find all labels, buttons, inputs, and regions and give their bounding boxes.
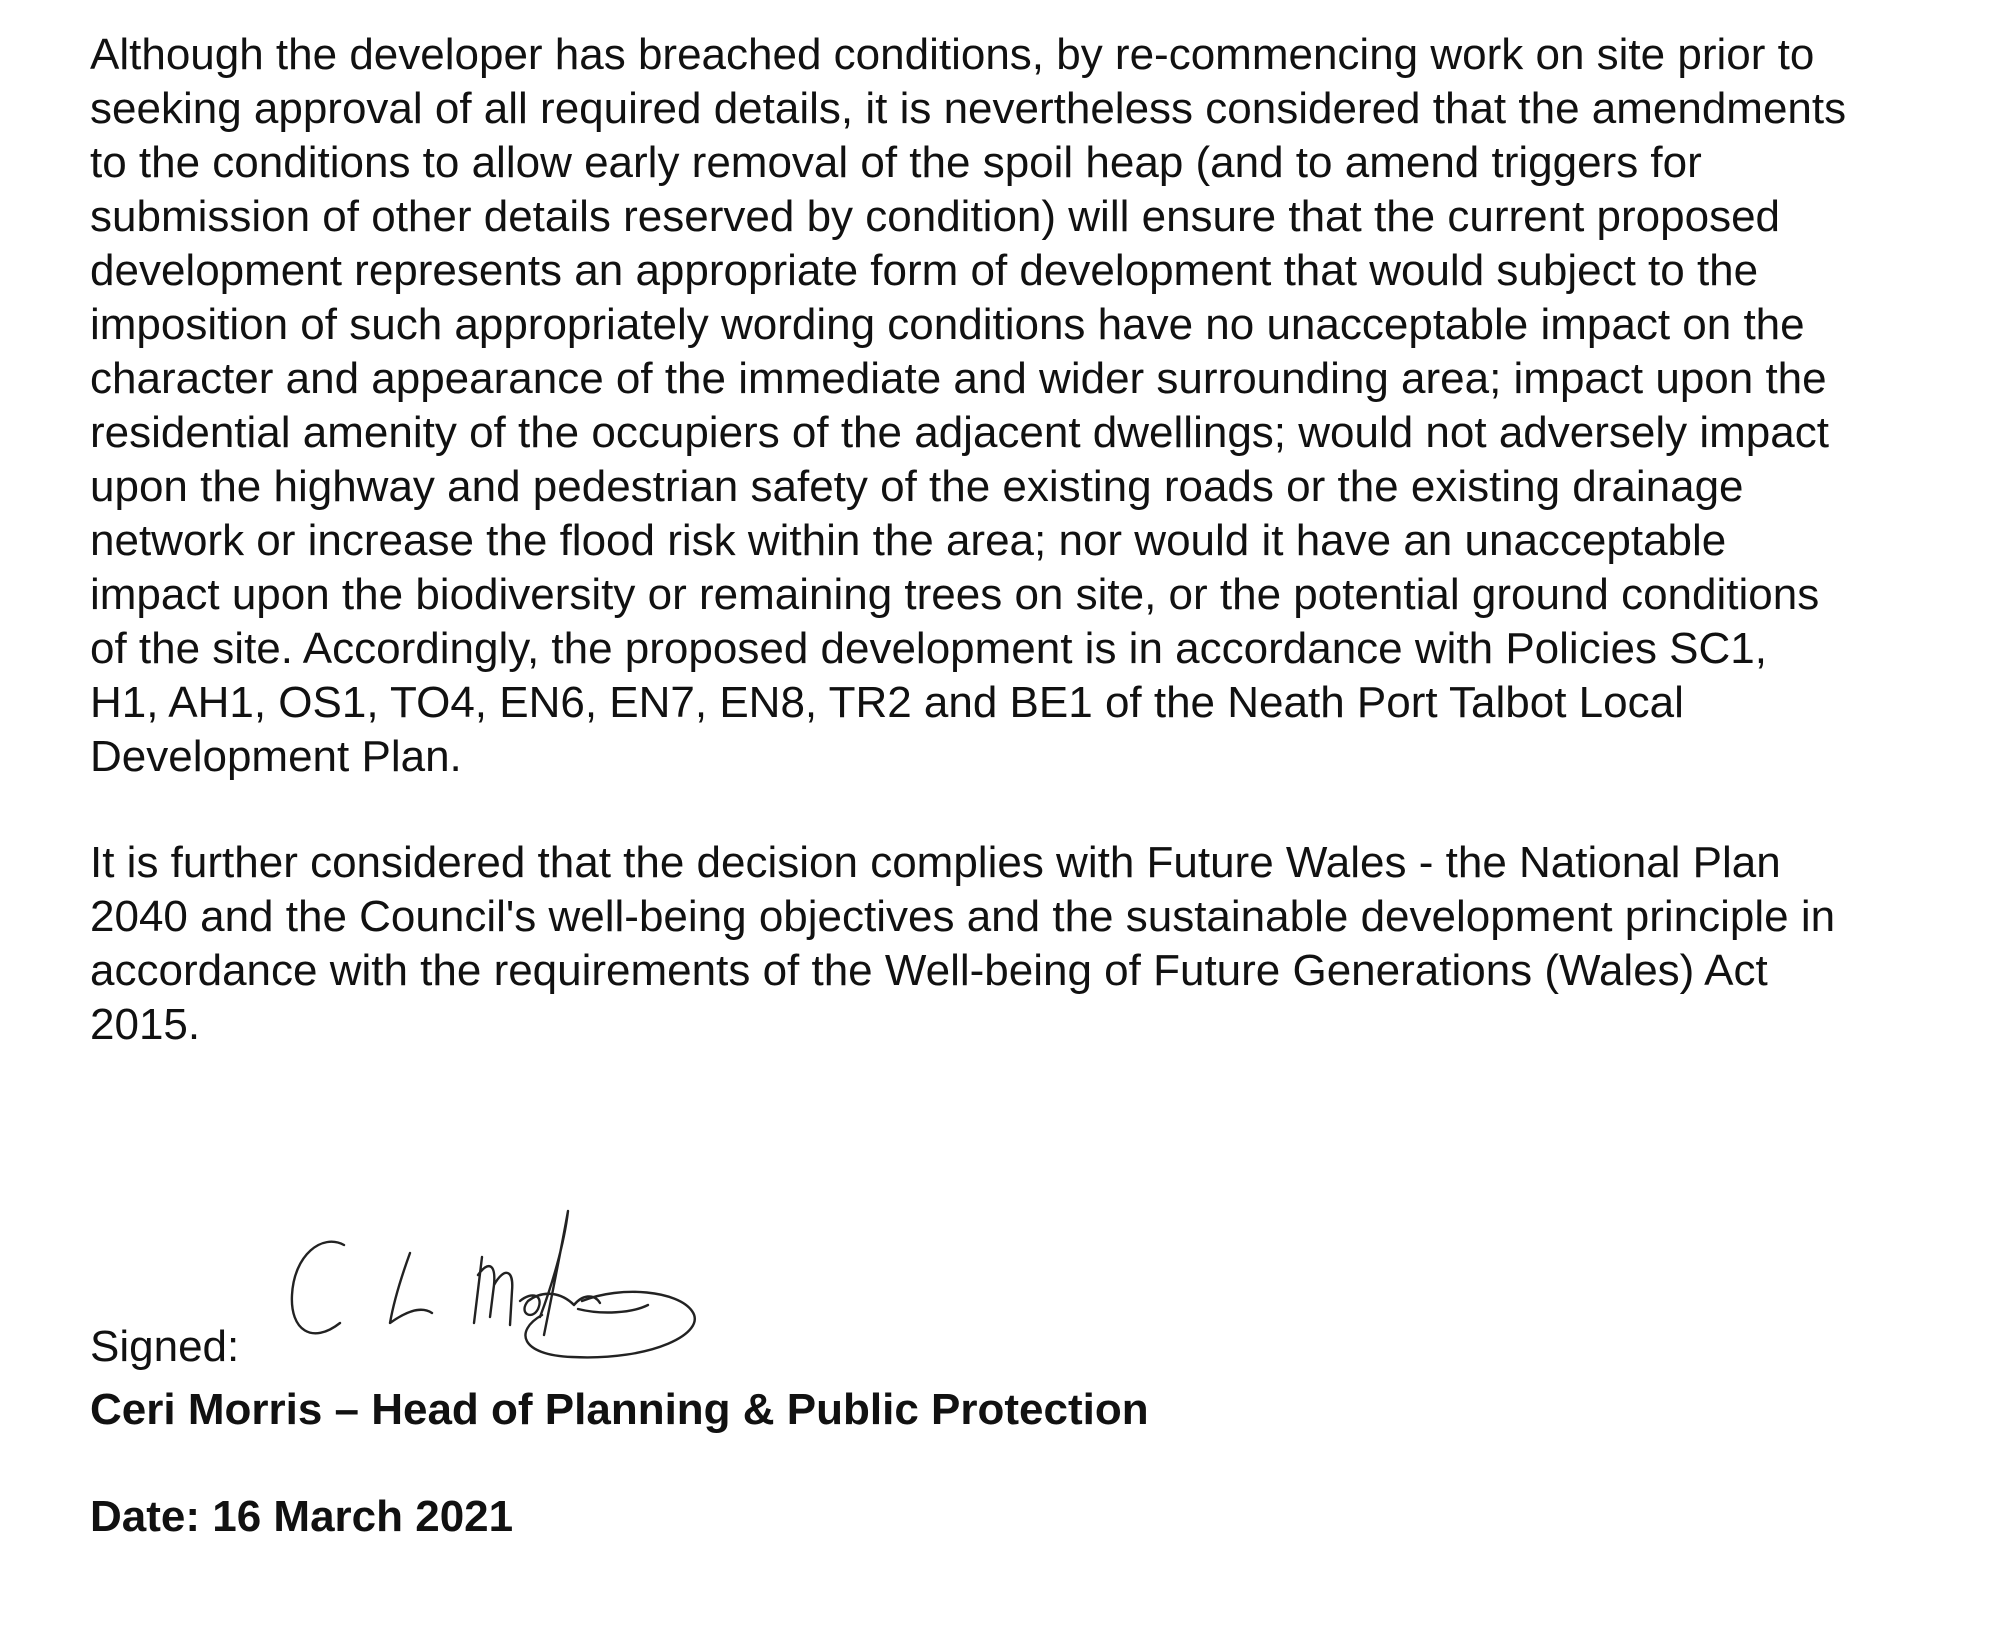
paragraph-line: imposition of such appropriately wording conditions have no unacceptable impact on the [90,300,1805,349]
paragraph-line: seeking approval of all required details, it is nevertheless considered that the amendments [90,84,1847,133]
paragraph-line: Although the developer has breached conditions, by re-commencing work on site prior to [90,30,1815,79]
paragraph-line: It is further considered that the decision complies with Future Wales - the National Plan [90,838,1781,887]
paragraph-line: 2015. [90,1000,201,1049]
paragraph-1 [90,28,1990,784]
paragraph-line: upon the highway and pedestrian safety of the existing roads or the existing drainage [90,462,1744,511]
paragraph-line: of the site. Accordingly, the proposed development is in accordance with Policies SC1, [90,624,1767,673]
paragraph-line: to the conditions to allow early removal of the spoil heap (and to amend triggers for [90,138,1702,187]
paragraph-line: residential amenity of the occupiers of the adjacent dwellings; would not adversely impact [90,408,1829,457]
paragraph-line: H1, AH1, OS1, TO4, EN6, EN7, EN8, TR2 and BE1 of the Neath Port Talbot Local [90,678,1684,727]
paragraph-line: submission of other details reserved by condition) will ensure that the current proposed [90,192,1781,241]
signed-label: Signed: [90,1322,240,1371]
paragraph-line: network or increase the flood risk within the area; nor would it have an unacceptable [90,516,1727,565]
paragraph-line: accordance with the requirements of the Well-being of Future Generations (Wales) Act [90,946,1768,995]
signature-date: Date: 16 March 2021 [90,1492,514,1541]
paragraph-line: impact upon the biodiversity or remaining trees on site, or the potential ground conditions [90,570,1820,619]
paragraph-line: development represents an appropriate form of development that would subject to the [90,246,1759,295]
paragraph-line: character and appearance of the immediate and wider surrounding area; impact upon the [90,354,1827,403]
handwritten-signature [282,1205,712,1375]
paragraph-2 [90,836,1990,1052]
signatory-name: Ceri Morris – Head of Planning & Public Protection [90,1385,1149,1434]
paragraph-main [90,28,1990,784]
paragraph-line: Development Plan. [90,732,462,781]
paragraph-line: 2040 and the Council's well-being objectives and the sustainable development principle in [90,892,1836,941]
